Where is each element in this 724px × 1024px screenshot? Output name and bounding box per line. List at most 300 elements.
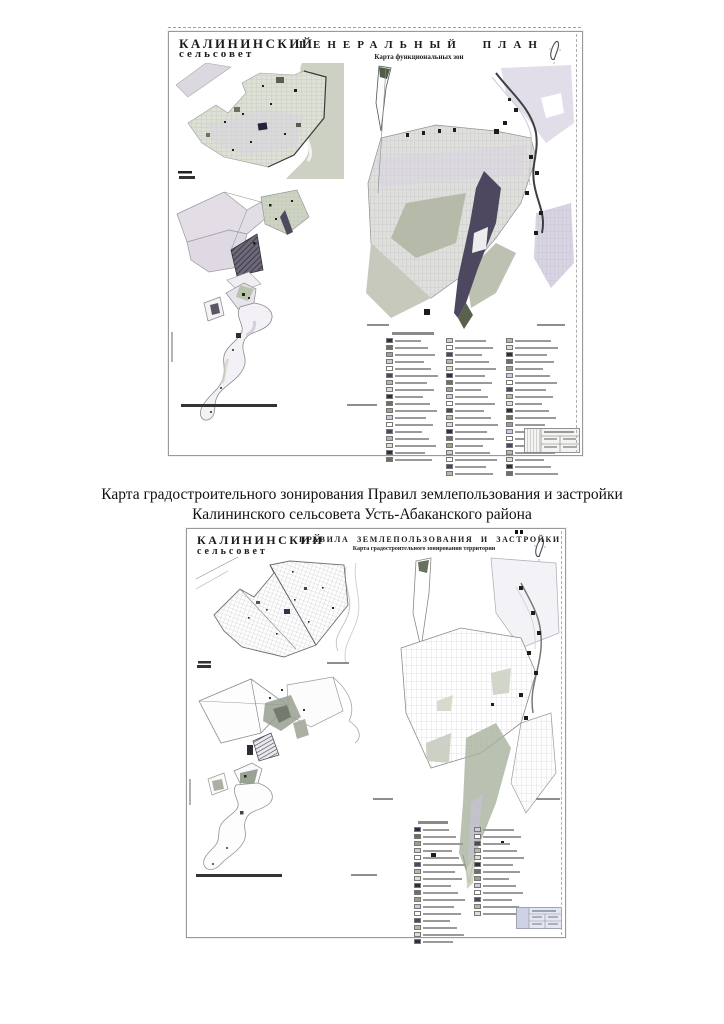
legend-swatch [414, 848, 421, 853]
legend-row [446, 422, 498, 427]
legend-row [446, 401, 498, 406]
legend-row [414, 911, 466, 916]
legend-swatch [474, 841, 481, 846]
sheet1-top-dashed-line [168, 27, 581, 28]
legend-text-bar [515, 389, 546, 391]
legend-text-bar [515, 410, 549, 412]
legend-row [386, 422, 438, 427]
legend-text-bar [395, 459, 432, 461]
legend-text-bar [455, 347, 493, 349]
legend-swatch [506, 401, 513, 406]
doc-title: ГЕНЕРАЛЬНЫЙ ПЛАН [299, 39, 544, 51]
legend-column [414, 827, 466, 944]
handwritten-pen-mark [546, 40, 564, 64]
legend-text-bar [423, 892, 458, 894]
legend-row [446, 380, 498, 385]
legend-text-bar [515, 368, 543, 370]
legend-text-bar [483, 885, 516, 887]
legend-swatch [386, 443, 393, 448]
legend-swatch [386, 373, 393, 378]
legend-text-bar [515, 396, 553, 398]
legend-row [386, 359, 438, 364]
legend-row [506, 471, 558, 476]
legend-swatch [506, 352, 513, 357]
legend-row [386, 457, 438, 462]
legend-text-bar [515, 375, 550, 377]
legend-swatch [446, 457, 453, 462]
legend-text-bar [423, 843, 463, 845]
legend-swatch [386, 422, 393, 427]
legend-swatch [506, 359, 513, 364]
sheet1-territory-snake-map [196, 275, 301, 435]
bottom-caption-bar [181, 404, 277, 407]
legend-text-bar [423, 885, 451, 887]
legend-swatch [414, 925, 421, 930]
legend-text-bar [395, 452, 425, 454]
doc-subtitle: Карта градостроительного зонирования территории [352, 546, 496, 552]
legend-text-bar [423, 850, 452, 852]
legend-row [474, 827, 526, 832]
legend-swatch [446, 429, 453, 434]
legend-swatch [474, 890, 481, 895]
legend-row [386, 401, 438, 406]
legend-row [474, 883, 526, 888]
legend-swatch [474, 883, 481, 888]
sheet2-title-block [516, 907, 562, 929]
legend-text-bar [395, 410, 437, 412]
legend-swatch [474, 834, 481, 839]
scale-label-bar2 [347, 404, 377, 406]
legend-swatch [386, 401, 393, 406]
caption-line1: Карта градостроительного зонирования Правил землепользования и застройки [101, 486, 623, 503]
legend-row [386, 436, 438, 441]
legend-swatch [386, 415, 393, 420]
legend-text-bar [455, 466, 486, 468]
legend-swatch [386, 457, 393, 462]
legend-row [386, 450, 438, 455]
legend-row [386, 373, 438, 378]
legend-swatch [474, 827, 481, 832]
legend-row [446, 457, 498, 462]
legend-text-bar [455, 459, 497, 461]
legend-swatch [386, 408, 393, 413]
legend-row [446, 464, 498, 469]
legend-row [506, 387, 558, 392]
legend-swatch [414, 890, 421, 895]
legend-swatch [446, 380, 453, 385]
legend-row [506, 352, 558, 357]
legend-swatch [506, 457, 513, 462]
legend-row [386, 443, 438, 448]
legend-text-bar [455, 389, 481, 391]
bottom-caption-bar [196, 874, 282, 877]
legend-text-bar [455, 375, 485, 377]
legend-swatch [506, 338, 513, 343]
legend-swatch [414, 841, 421, 846]
legend-swatch [506, 471, 513, 476]
legend-text-bar [455, 382, 492, 384]
legend-swatch [474, 869, 481, 874]
legend-swatch [414, 939, 421, 944]
sheet1-legend [386, 332, 578, 476]
legend-row [446, 415, 498, 420]
legend-row [446, 387, 498, 392]
legend-swatch [386, 436, 393, 441]
legend-text-bar [395, 403, 430, 405]
doc-subtitle: Карта функциональных зон [374, 53, 464, 61]
legend-row [506, 394, 558, 399]
settlement-type: сельсовет [179, 48, 255, 60]
side-rotated-text-bar [189, 779, 191, 805]
legend-row [386, 408, 438, 413]
legend-text-bar [455, 445, 483, 447]
sheet1-inset-town-map [176, 63, 344, 179]
legend-text-bar [483, 899, 512, 901]
legend-row [474, 876, 526, 881]
sheet2-doc-title-block [299, 535, 561, 552]
legend-swatch [386, 394, 393, 399]
legend-swatch [414, 855, 421, 860]
legend-text-bar [455, 410, 484, 412]
legend-row [386, 338, 438, 343]
legend-text-bar [515, 424, 545, 426]
legend-swatch [414, 911, 421, 916]
legend-text-bar [455, 361, 489, 363]
legend-column [446, 338, 498, 476]
sheet2-fold-line [561, 531, 562, 935]
legend-row [446, 352, 498, 357]
legend-row [414, 862, 466, 867]
legend-text-bar [395, 375, 438, 377]
legend-swatch [446, 345, 453, 350]
legend-text-bar [483, 843, 510, 845]
legend-row [414, 834, 466, 839]
legend-row [506, 359, 558, 364]
legend-swatch [474, 897, 481, 902]
legend-row [414, 841, 466, 846]
legend-swatch [506, 380, 513, 385]
legend-text-bar [395, 431, 422, 433]
legend-swatch [474, 876, 481, 881]
legend-column [386, 338, 438, 476]
legend-text-bar [483, 850, 517, 852]
legend-row [414, 904, 466, 909]
legend-swatch [506, 450, 513, 455]
legend-text-bar [395, 445, 436, 447]
settlement-name: КАЛИНИНСКИЙ [197, 533, 325, 547]
legend-swatch [446, 436, 453, 441]
legend-swatch [474, 855, 481, 860]
legend-row [506, 338, 558, 343]
legend-text-bar [395, 389, 434, 391]
legend-text-bar [395, 340, 421, 342]
caption-line2: Калининского сельсовета Усть-Абаканского района [192, 506, 532, 523]
legend-row [446, 359, 498, 364]
legend-text-bar [455, 431, 487, 433]
legend-swatch [506, 429, 513, 434]
registration-marks [515, 530, 523, 534]
legend-swatch [446, 366, 453, 371]
legend-swatch [386, 387, 393, 392]
legend-text-bar [515, 417, 556, 419]
legend-columns [386, 338, 578, 476]
legend-swatch [414, 876, 421, 881]
legend-text-bar [455, 340, 486, 342]
legend-row [414, 848, 466, 853]
sheet1-main-town-map [346, 63, 578, 331]
legend-swatch [446, 338, 453, 343]
legend-swatch [386, 345, 393, 350]
legend-swatch [506, 422, 513, 427]
legend-swatch [386, 352, 393, 357]
legend-row [414, 897, 466, 902]
legend-row [414, 876, 466, 881]
legend-swatch [446, 450, 453, 455]
legend-row [446, 345, 498, 350]
legend-swatch [386, 380, 393, 385]
legend-row [414, 939, 466, 944]
legend-row [506, 464, 558, 469]
legend-text-bar [423, 899, 465, 901]
legend-text-bar [515, 459, 544, 461]
legend-text-bar [423, 920, 450, 922]
zoning-map-sheet [186, 528, 566, 938]
legend-text-bar [423, 829, 449, 831]
legend-row [414, 925, 466, 930]
legend-swatch [414, 918, 421, 923]
legend-swatch [506, 387, 513, 392]
legend-swatch [386, 338, 393, 343]
legend-text-bar [515, 382, 557, 384]
legend-row [446, 429, 498, 434]
legend-swatch [506, 345, 513, 350]
legend-row [414, 890, 466, 895]
legend-swatch [446, 373, 453, 378]
legend-row [386, 387, 438, 392]
legend-text-bar [395, 417, 426, 419]
legend-text-bar [423, 878, 462, 880]
legend-text-bar [483, 836, 521, 838]
legend-text-bar [395, 354, 435, 356]
legend-text-bar [515, 354, 547, 356]
legend-swatch [414, 869, 421, 874]
legend-column [506, 338, 558, 476]
legend-swatch [506, 436, 513, 441]
settlement-name: КАЛИНИНСКИЙ [179, 36, 315, 51]
legend-swatch [446, 415, 453, 420]
legend-swatch [446, 387, 453, 392]
legend-row [446, 366, 498, 371]
legend-swatch [446, 471, 453, 476]
legend-text-bar [423, 934, 464, 936]
general-plan-sheet [168, 31, 583, 456]
scale-label-bar2 [351, 874, 377, 876]
legend-swatch [446, 394, 453, 399]
legend-swatch [386, 450, 393, 455]
legend-swatch [506, 408, 513, 413]
legend-swatch [474, 904, 481, 909]
legend-swatch [414, 897, 421, 902]
inset-scale-bar [197, 665, 211, 668]
legend-text-bar [483, 857, 524, 859]
sheet2-district-outline-map [191, 661, 363, 769]
legend-row [474, 855, 526, 860]
legend-row [386, 345, 438, 350]
legend-text-bar [483, 906, 519, 908]
inset-scale-label [327, 662, 349, 664]
legend-columns [414, 827, 504, 944]
legend-text-bar [423, 836, 456, 838]
legend-text-bar [455, 354, 482, 356]
legend-row [446, 450, 498, 455]
legend-title-bar [392, 332, 434, 335]
legend-swatch [414, 883, 421, 888]
legend-row [506, 401, 558, 406]
legend-row [446, 373, 498, 378]
legend-text-bar [395, 438, 429, 440]
legend-row [446, 408, 498, 413]
legend-row [414, 932, 466, 937]
legend-swatch [506, 373, 513, 378]
legend-swatch [506, 464, 513, 469]
legend-swatch [446, 401, 453, 406]
legend-text-bar [395, 368, 431, 370]
legend-text-bar [423, 906, 454, 908]
legend-swatch [414, 932, 421, 937]
legend-text-bar [455, 424, 498, 426]
legend-text-bar [455, 452, 490, 454]
legend-swatch [474, 862, 481, 867]
legend-row [414, 827, 466, 832]
legend-swatch [446, 359, 453, 364]
legend-swatch [446, 464, 453, 469]
legend-text-bar [395, 424, 433, 426]
legend-text-bar [455, 368, 496, 370]
legend-row [446, 436, 498, 441]
legend-text-bar [455, 417, 491, 419]
legend-text-bar [483, 864, 513, 866]
legend-text-bar [423, 857, 459, 859]
legend-text-bar [515, 347, 558, 349]
legend-row [506, 373, 558, 378]
legend-row [414, 855, 466, 860]
legend-row [446, 394, 498, 399]
legend-text-bar [423, 871, 455, 873]
legend-row [446, 338, 498, 343]
legend-swatch [506, 366, 513, 371]
sheet1-header [169, 32, 582, 66]
settlement-type: сельсовет [197, 546, 268, 557]
sheet2-inset-town-map [196, 557, 371, 668]
legend-swatch [446, 408, 453, 413]
legend-swatch [506, 394, 513, 399]
legend-title-bar [418, 821, 448, 824]
legend-row [506, 345, 558, 350]
legend-swatch [386, 429, 393, 434]
map-label-bar [367, 324, 389, 326]
legend-row [414, 883, 466, 888]
legend-row [386, 366, 438, 371]
legend-text-bar [423, 913, 461, 915]
legend-text-bar [423, 941, 453, 943]
legend-text-bar [515, 403, 542, 405]
legend-row [474, 841, 526, 846]
map-label-bar [373, 798, 393, 800]
legend-text-bar [515, 361, 554, 363]
legend-text-bar [395, 347, 428, 349]
legend-row [386, 429, 438, 434]
sheet1-doc-title-block [299, 39, 544, 61]
legend-text-bar [423, 864, 466, 866]
figure-caption [0, 485, 724, 525]
legend-text-bar [483, 878, 509, 880]
legend-row [506, 422, 558, 427]
legend-text-bar [455, 396, 488, 398]
legend-row [506, 415, 558, 420]
legend-row [474, 862, 526, 867]
legend-text-bar [515, 473, 558, 475]
side-rotated-text-bar [171, 332, 173, 362]
legend-text-bar [483, 829, 514, 831]
legend-text-bar [455, 473, 493, 475]
legend-row [474, 869, 526, 874]
legend-row [474, 848, 526, 853]
sheet1-title-block [524, 428, 580, 453]
legend-swatch [414, 904, 421, 909]
legend-row [386, 352, 438, 357]
sheet2-legend [414, 821, 504, 944]
legend-row [506, 457, 558, 462]
legend-swatch [386, 366, 393, 371]
legend-text-bar [483, 871, 520, 873]
legend-row [506, 408, 558, 413]
legend-row [446, 471, 498, 476]
legend-swatch [414, 862, 421, 867]
legend-text-bar [455, 438, 494, 440]
legend-swatch [474, 911, 481, 916]
legend-row [414, 869, 466, 874]
legend-text-bar [423, 927, 457, 929]
legend-row [474, 890, 526, 895]
legend-text-bar [395, 396, 423, 398]
legend-swatch [474, 848, 481, 853]
legend-row [386, 380, 438, 385]
legend-text-bar [483, 892, 523, 894]
sheet1-settlement-title [179, 38, 315, 60]
legend-row [474, 897, 526, 902]
legend-text-bar [395, 382, 427, 384]
legend-swatch [506, 415, 513, 420]
legend-swatch [386, 359, 393, 364]
legend-row [446, 443, 498, 448]
legend-text-bar [515, 466, 551, 468]
legend-swatch [506, 443, 513, 448]
sheet1-fold-line [576, 34, 577, 453]
scale-label-bar [537, 324, 565, 326]
doc-title: ПРАВИЛА ЗЕМЛЕПОЛЬЗОВАНИЯ И ЗАСТРОЙКИ [299, 535, 561, 544]
scale-label-bar [536, 798, 560, 800]
legend-swatch [414, 827, 421, 832]
legend-swatch [446, 422, 453, 427]
legend-text-bar [395, 361, 424, 363]
sheet2-territory-snake-map [196, 759, 314, 884]
legend-swatch [446, 352, 453, 357]
legend-row [386, 415, 438, 420]
inset-scale-bar [179, 176, 195, 179]
legend-row [386, 394, 438, 399]
legend-text-bar [455, 403, 495, 405]
legend-swatch [446, 443, 453, 448]
